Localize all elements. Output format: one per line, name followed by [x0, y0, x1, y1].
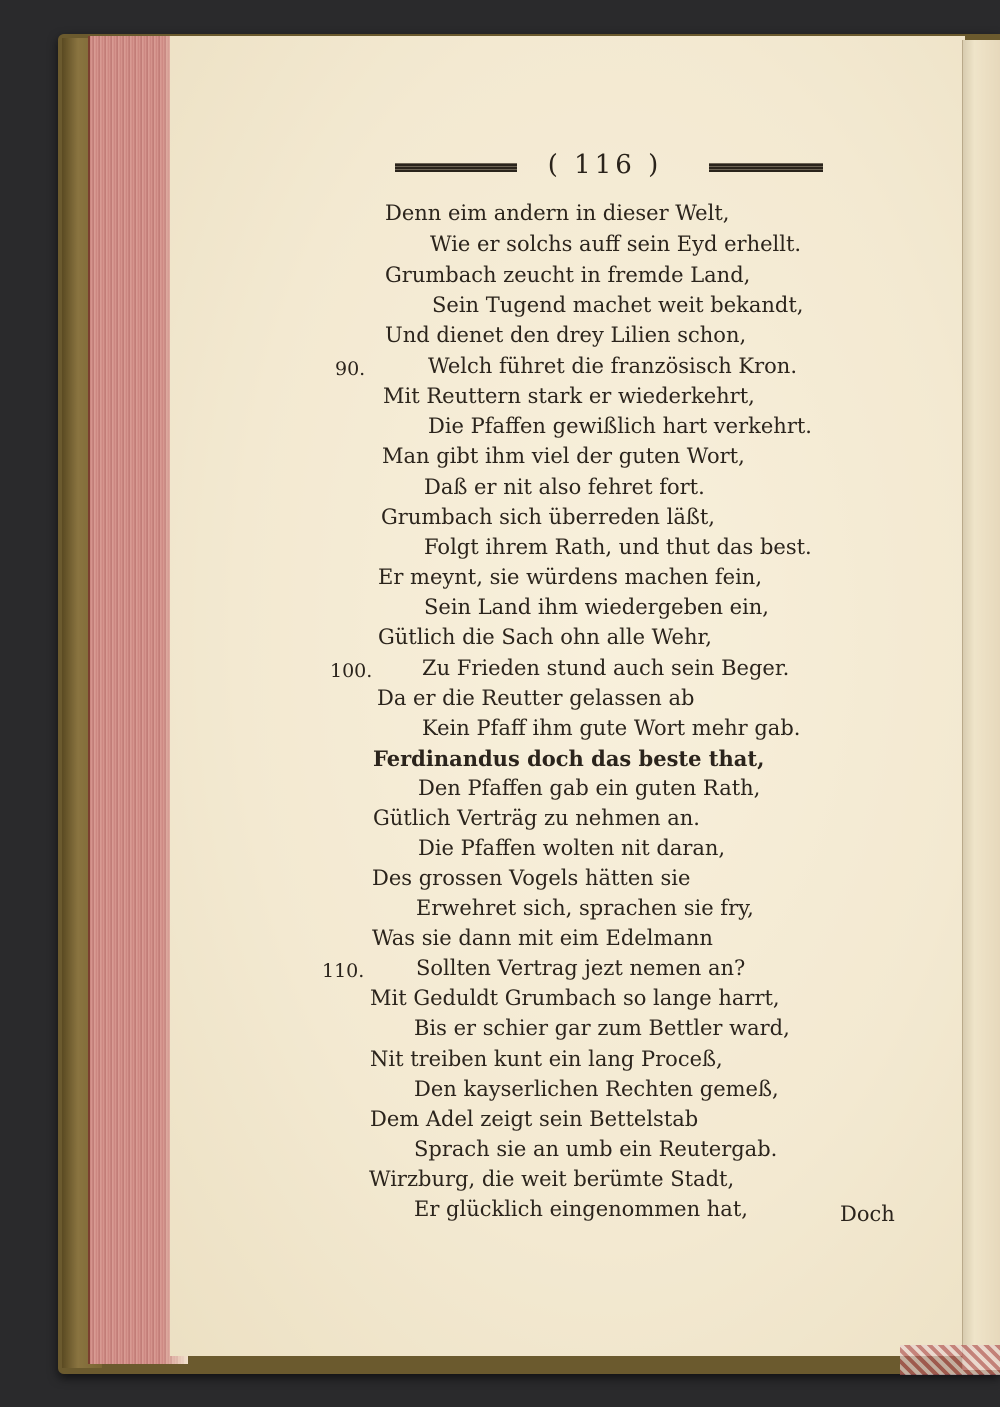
verse-line: Und dienet den drey Lilien schon,	[385, 323, 747, 347]
verse-line: Was sie dann mit eim Edelmann	[372, 926, 713, 950]
verse-line: Den Pfaffen gab ein guten Rath,	[418, 776, 761, 800]
verse-line: Ferdinandus doch das beste that,	[373, 746, 765, 771]
verse-line: Sein Land ihm wiedergeben ein,	[424, 595, 769, 619]
header-rule-left	[395, 163, 517, 172]
verse-line: Folgt ihrem Rath, und thut das best.	[424, 535, 812, 559]
verse-line: Sein Tugend machet weit bekandt,	[432, 293, 804, 317]
verse-line: Die Pfaffen gewißlich hart verkehrt.	[428, 414, 812, 438]
verse-line: Wirzburg, die weit berümte Stadt,	[369, 1167, 735, 1191]
line-number: 110.	[322, 960, 365, 982]
verse-line: Welch führet die französisch Kron.	[428, 354, 798, 378]
verse-line: Dem Adel zeigt sein Bettelstab	[370, 1107, 699, 1131]
verse-line: Man gibt ihm viel der guten Wort,	[382, 444, 745, 468]
verse-line: Gütlich Verträg zu nehmen an.	[373, 806, 700, 830]
verse-line: Da er die Reutter gelassen ab	[377, 686, 695, 710]
verse-line: Mit Reuttern stark er wiederkehrt,	[383, 384, 755, 408]
verse-line: Die Pfaffen wolten nit daran,	[418, 836, 726, 860]
verse-line: Des grossen Vogels hätten sie	[372, 866, 691, 890]
verse-line: Denn eim andern in dieser Welt,	[385, 201, 730, 225]
line-number: 90.	[335, 358, 366, 380]
verse-line: Gütlich die Sach ohn alle Wehr,	[378, 625, 712, 649]
verse-line: Mit Geduldt Grumbach so lange harrt,	[370, 986, 780, 1010]
header-rule-right	[709, 163, 823, 172]
catchword: Doch	[840, 1202, 895, 1226]
verse-line: Sprach sie an umb ein Reutergab.	[414, 1137, 778, 1161]
verse-line: Grumbach zeucht in fremde Land,	[385, 263, 751, 287]
line-number: 100.	[330, 660, 373, 682]
verse-line: Nit treiben kunt ein lang Proceß,	[370, 1047, 723, 1071]
page-header	[395, 150, 823, 190]
verse-line: Sollten Vertrag jezt nemen an?	[416, 956, 746, 980]
verse-line: Grumbach sich überreden läßt,	[381, 505, 715, 529]
verse-line: Kein Pfaff ihm gute Wort mehr gab.	[422, 716, 801, 740]
facing-page-edge	[962, 40, 1000, 1370]
verse-line: Daß er nit also fehret fort.	[424, 475, 705, 499]
bookmark-cloth	[900, 1345, 1000, 1375]
verse-line: Den kayserlichen Rechten gemeß,	[414, 1077, 779, 1101]
verse-line: Erwehret sich, sprachen sie fry,	[416, 896, 754, 920]
verse-line: Bis er schier gar zum Bettler ward,	[414, 1016, 790, 1040]
verse-line: Er meynt, sie würdens machen fein,	[378, 565, 763, 589]
verse-line: Wie er solchs auff sein Eyd erhellt.	[430, 232, 802, 256]
verse-line: Er glücklich eingenommen hat,	[414, 1197, 748, 1221]
page-number: ( 116 )	[547, 150, 663, 180]
verse-line: Zu Frieden stund auch sein Beger.	[422, 656, 790, 680]
